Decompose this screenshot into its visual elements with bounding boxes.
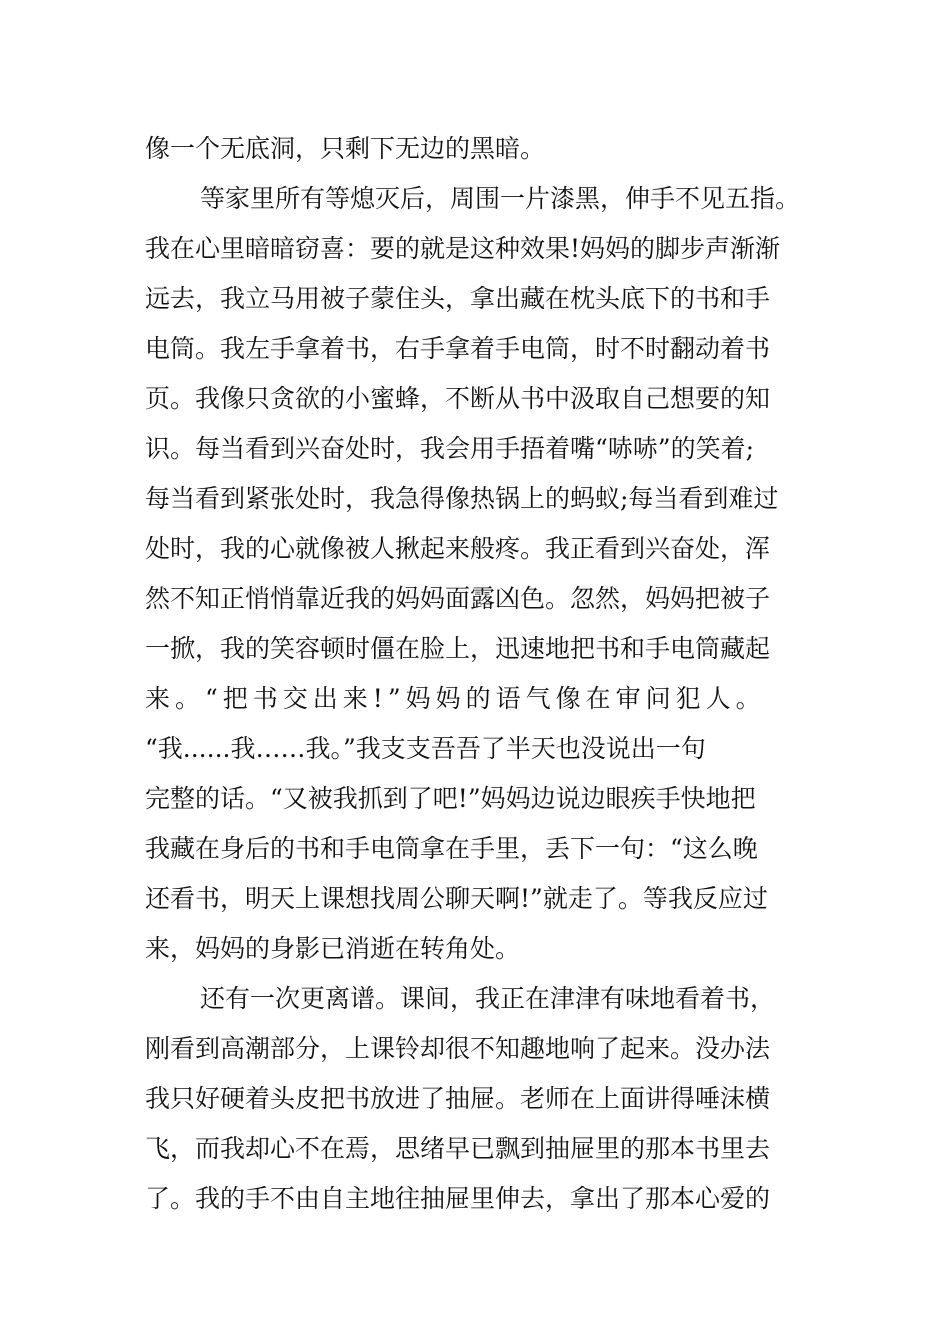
paragraph-start-line: 还有一次更离谱。课间，我正在津津有味地看着书，	[200, 984, 776, 1013]
text-line: “我......我……我。”我支支吾吾了半天也没说出一句	[145, 734, 706, 763]
text-line: 了。我的手不由自主地往抽屉里伸去，拿出了那本心爱的	[145, 1184, 771, 1213]
paragraph-start-line: 等家里所有等熄灭后，周围一片漆黑，伸手不见五指。	[200, 184, 801, 213]
text-line: 识。每当看到兴奋处时，我会用手捂着嘴“哧哧”的笑着;	[145, 434, 754, 463]
text-line: 一掀，我的笑容顿时僵在脸上，迅速地把书和手电筒藏起	[145, 634, 771, 663]
text-line: 处时，我的心就像被人揪起来般疼。我正看到兴奋处，浑	[145, 534, 771, 563]
text-line: 远去，我立马用被子蒙住头，拿出藏在枕头底下的书和手	[145, 284, 771, 313]
text-line: 电筒。我左手拿着书，右手拿着手电筒，时不时翻动着书	[145, 334, 771, 363]
text-line: 我藏在身后的书和手电筒拿在手里，丢下一句：“这么晚	[145, 834, 758, 863]
text-line: 然不知正悄悄靠近我的妈妈面露凶色。忽然，妈妈把被子	[145, 584, 771, 613]
text-line: 来，妈妈的身影已消逝在转角处。	[145, 934, 521, 963]
text-line: 来。“把书交出来!”妈妈的语气像在审问犯人。	[145, 684, 766, 713]
text-line: 我只好硬着头皮把书放进了抽屉。老师在上面讲得唾沫横	[145, 1084, 771, 1113]
text-line: 像一个无底洞，只剩下无边的黑暗。	[145, 134, 546, 163]
text-line: 每当看到紧张处时，我急得像热锅上的蚂蚁;每当看到难过	[145, 484, 779, 513]
body-text	[145, 124, 835, 1224]
text-line: 飞，而我却心不在焉，思绪早已飘到抽屉里的那本书里去	[145, 1134, 771, 1163]
text-line: 完整的话。“又被我抓到了吧!”妈妈边说边眼疾手快地把	[145, 784, 756, 813]
text-line: 还看书，明天上课想找周公聊天啊!”就走了。等我反应过	[145, 884, 768, 913]
text-line: 刚看到高潮部分，上课铃却很不知趣地响了起来。没办法	[145, 1034, 771, 1063]
text-line: 我在心里暗暗窃喜：要的就是这种效果!妈妈的脚步声渐渐	[145, 234, 781, 263]
text-line: 页。我像只贪欲的小蜜蜂，不断从书中汲取自己想要的知	[145, 384, 771, 413]
